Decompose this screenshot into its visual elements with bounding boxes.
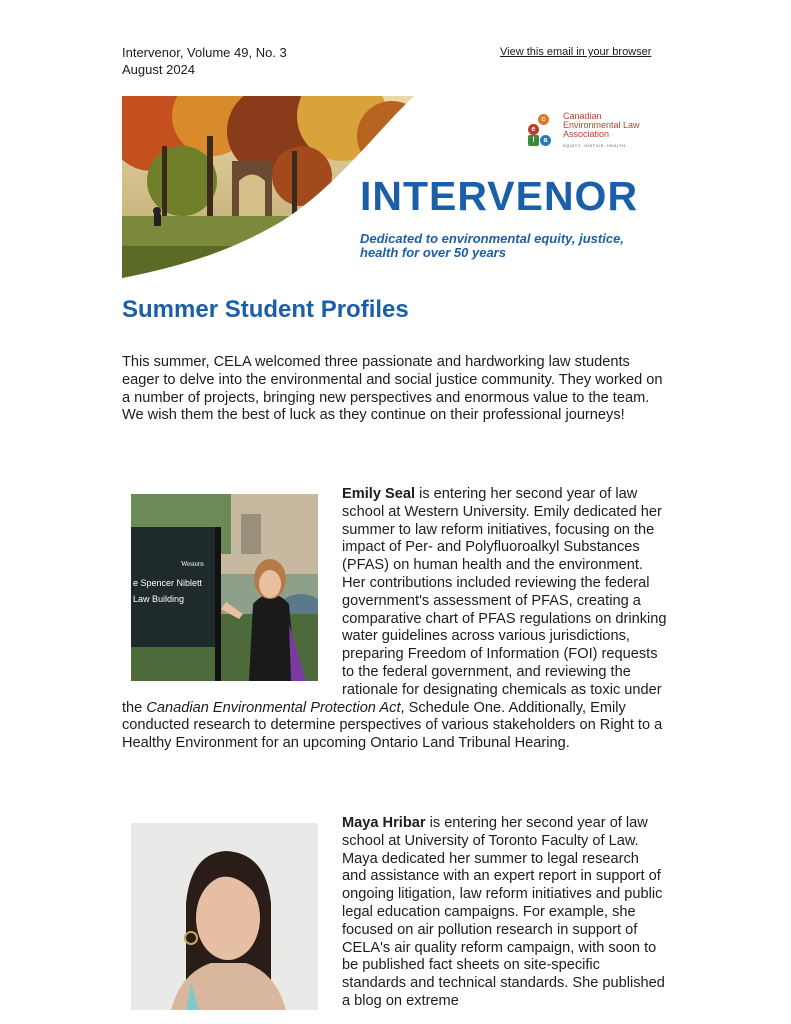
issue-date: August 2024 <box>122 62 196 77</box>
newsletter-banner <box>122 96 660 278</box>
emily-photo <box>131 494 318 681</box>
logo-tagline: EQUITY. JUSTICE. HEALTH. <box>563 143 628 148</box>
newsletter-brand: INTERVENOR <box>360 173 639 219</box>
issue-info <box>122 44 287 78</box>
view-in-browser-link[interactable]: View this email in your browser <box>500 46 652 58</box>
profile-text: is entering her second year of law school at University of Toronto Faculty of Law. Maya dedicated her summer to legal research and assistance with an expert report in support of ongoing litigation, law reform initiatives and public legal education campaigns. For example, she focused on air pollution research in support of CELA's air quality reform campaign, with soon to be published fact sheets on site-specific standards and technical standards. She published a blog on extreme <box>342 815 665 1009</box>
profile-name: Maya Hribar <box>342 815 426 831</box>
issue-label: Intervenor, Volume 49, No. 3 <box>122 45 287 60</box>
profile-emily <box>122 486 667 753</box>
logo-letter-l: l <box>528 135 539 146</box>
profile-text-cont: , Schedule One. Additionally, Emily conducted research to determine perspectives of various stakeholders on Right to a Healthy Environment for an upcoming Ontario Land Tribunal Hearing. <box>122 699 663 752</box>
logo-letter-a: a <box>540 135 551 146</box>
intro-paragraph: This summer, CELA welcomed three passionate and hardworking law students eager to delve into the environmental and social justice community. They worked on a number of projects, bringing new perspectives and enormous value to the team. We wish them the best of luck as they continue on their professional journeys! <box>122 354 663 424</box>
logo-letter-e: e <box>528 124 539 135</box>
cela-logo <box>528 112 658 152</box>
logo-line-3: Association <box>563 129 610 139</box>
profile-name: Emily Seal <box>342 486 416 502</box>
banner-tagline: Dedicated to environmental equity, justice, health for over 50 years <box>360 231 624 260</box>
section-title: Summer Student Profiles <box>122 296 409 323</box>
profile-maya <box>122 815 667 1014</box>
sign-text-2: e Spencer Niblett <box>133 578 203 588</box>
logo-wordmark <box>563 112 640 139</box>
sign-text-3: Law Building <box>133 594 185 604</box>
maya-photo <box>131 823 318 1010</box>
profile-text: is entering her second year of law school at Western University. Emily dedicated her summer to law reform initiatives, focusing on the impact of Per- and Polyfluoroalkyl Substances (PFAS) on human health and the environment. Her contributions included reviewing the federal government's assessment of PFAS, creating a comparative chart of PFAS regulations on drinking water guidelines across various jurisdictions, preparing Freedom of Information (FOI) requests to the federal government, and reviewing the rationale for designating chemicals as toxic under the <box>122 486 667 716</box>
sign-text-1: Western <box>181 560 204 568</box>
act-title: Canadian Environmental Protection Act <box>146 699 401 716</box>
logo-line-1: Canadian <box>563 111 602 121</box>
logo-line-2: Environmental Law <box>563 120 640 130</box>
logo-letter-c: c <box>538 114 549 125</box>
